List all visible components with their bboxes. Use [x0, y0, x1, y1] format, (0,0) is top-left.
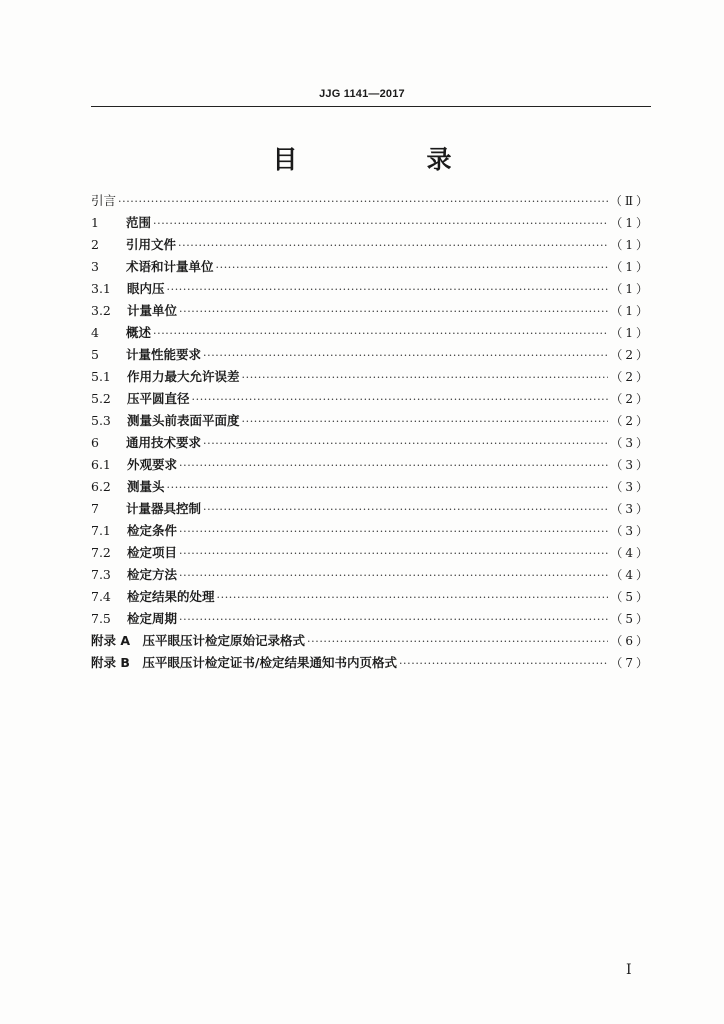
toc-entry-label: 范围	[126, 215, 152, 230]
toc-entry-label: 通用技术要求	[126, 435, 202, 450]
toc-entry-number: 3	[91, 259, 99, 274]
toc-entry-page: （4）	[610, 568, 651, 582]
toc-leader-dots	[203, 433, 608, 455]
toc-entry-page: （2）	[610, 348, 651, 362]
toc-entry-page: （3）	[610, 480, 651, 494]
toc-entry-label: 检定周期	[127, 611, 178, 626]
toc-entry-number: 5.2	[91, 391, 111, 406]
toc-entry-label: 附录 A 压平眼压计检定原始记录格式	[91, 633, 306, 648]
toc-leader-dots	[179, 543, 608, 565]
toc-leader-dots	[399, 653, 608, 675]
toc-entry-number: 3.1	[91, 281, 111, 296]
toc-entry	[91, 432, 651, 454]
toc-entry-page: （4）	[610, 546, 651, 560]
toc-entry	[91, 234, 651, 256]
toc-entry-label: 作用力最大允许误差	[127, 369, 240, 384]
toc-entry-label: 附录 B 压平眼压计检定证书/检定结果通知书内页格式	[91, 655, 397, 670]
toc-entry-page: （6）	[610, 634, 651, 648]
toc-entry-number: 5	[91, 347, 99, 362]
toc-entry	[91, 542, 651, 564]
toc-entry-page: （1）	[610, 326, 651, 340]
toc-leader-dots	[216, 257, 609, 279]
toc-entry-page: （3）	[610, 458, 651, 472]
toc-entry-page: （1）	[610, 282, 651, 296]
toc-entry-label: 计量性能要求	[126, 347, 202, 362]
toc-leader-dots	[179, 521, 608, 543]
toc-entry-page: （5）	[610, 590, 651, 604]
toc-leader-dots	[242, 367, 609, 389]
toc-entry-number: 6.2	[91, 479, 111, 494]
toc-entry-label: 计量器具控制	[126, 501, 202, 516]
page-number: Ⅰ	[626, 962, 632, 978]
toc-entry-label: 引用文件	[126, 237, 177, 252]
toc-entry-number: 2	[91, 237, 99, 252]
toc-entry	[91, 278, 651, 300]
toc-entry-page: （1）	[610, 304, 651, 318]
toc-entry-label: 计量单位	[127, 303, 178, 318]
toc-entry	[91, 652, 651, 674]
toc-entry-number: 7	[91, 501, 99, 516]
toc-entry-page: （2）	[610, 414, 651, 428]
toc-entry-page: （2）	[610, 370, 651, 384]
toc-leader-dots	[167, 279, 609, 301]
toc-entry	[91, 300, 651, 322]
toc-entry-label: 测量头	[127, 479, 165, 494]
toc-entry	[91, 498, 651, 520]
toc-entry-number: 5.3	[91, 413, 111, 428]
toc-entry	[91, 520, 651, 542]
toc-entry	[91, 586, 651, 608]
toc-leader-dots	[179, 565, 608, 587]
toc-title: 目 录	[272, 145, 504, 174]
toc-entry-page: （1）	[610, 260, 651, 274]
toc-entry-label: 压平圆直径	[127, 391, 190, 406]
header-rule	[91, 106, 651, 107]
toc-entry-label: 引言	[91, 193, 117, 208]
toc-entry-page: （7）	[610, 656, 651, 670]
toc-entry-label: 概述	[126, 325, 152, 340]
toc-entry-number: 6.1	[91, 457, 111, 472]
toc-entry-page: （1）	[610, 216, 651, 230]
toc-leader-dots	[179, 301, 608, 323]
toc-entry	[91, 608, 651, 630]
toc-entry	[91, 322, 651, 344]
toc-entry-number: 3.2	[91, 303, 111, 318]
toc-entry-label: 术语和计量单位	[126, 259, 214, 274]
toc-entry-page: （1）	[610, 238, 651, 252]
toc-entry-label: 测量头前表面平面度	[127, 413, 240, 428]
toc-entry-number: 4	[91, 325, 99, 340]
toc-entry	[91, 388, 651, 410]
standard-code-header: JJG 1141—2017	[319, 88, 405, 100]
toc-entry-number: 5.1	[91, 369, 111, 384]
toc-entry-page: （3）	[610, 436, 651, 450]
toc-entry-label: 外观要求	[127, 457, 178, 472]
toc-entry	[91, 410, 651, 432]
toc-entry-label: 眼内压	[127, 281, 165, 296]
toc-entry	[91, 256, 651, 278]
toc-leader-dots	[203, 345, 608, 367]
toc-leader-dots	[153, 323, 608, 345]
toc-entry	[91, 366, 651, 388]
toc-entry-number: 7.2	[91, 545, 111, 560]
toc-leader-dots	[203, 499, 608, 521]
toc-entry-page: （Ⅱ）	[609, 194, 651, 208]
toc-entry-number: 1	[91, 215, 99, 230]
toc-entry-number: 7.1	[91, 523, 111, 538]
toc-entry	[91, 190, 651, 212]
toc-entry	[91, 344, 651, 366]
toc-entry-page: （3）	[610, 502, 651, 516]
toc-leader-dots	[242, 411, 609, 433]
toc-leader-dots	[153, 213, 608, 235]
toc-entry-page: （3）	[610, 524, 651, 538]
toc-entry-label: 检定项目	[127, 545, 178, 560]
toc-entry	[91, 564, 651, 586]
toc-entry-label: 检定条件	[127, 523, 178, 538]
toc-list	[91, 190, 651, 674]
toc-entry	[91, 212, 651, 234]
toc-entry-label: 检定结果的处理	[127, 589, 215, 604]
toc-entry-page: （2）	[610, 392, 651, 406]
toc-entry-number: 7.4	[91, 589, 111, 604]
toc-leader-dots	[118, 191, 608, 213]
toc-entry-number: 7.5	[91, 611, 111, 626]
toc-leader-dots	[178, 235, 608, 257]
toc-leader-dots	[179, 609, 608, 631]
toc-entry-page: （5）	[610, 612, 651, 626]
toc-entry	[91, 476, 651, 498]
toc-entry	[91, 454, 651, 476]
toc-entry	[91, 630, 651, 652]
toc-entry-label: 检定方法	[127, 567, 178, 582]
toc-leader-dots	[192, 389, 609, 411]
toc-leader-dots	[167, 477, 609, 499]
toc-entry-number: 6	[91, 435, 99, 450]
toc-leader-dots	[179, 455, 608, 477]
toc-leader-dots	[217, 587, 609, 609]
toc-leader-dots	[307, 631, 608, 653]
toc-entry-number: 7.3	[91, 567, 111, 582]
